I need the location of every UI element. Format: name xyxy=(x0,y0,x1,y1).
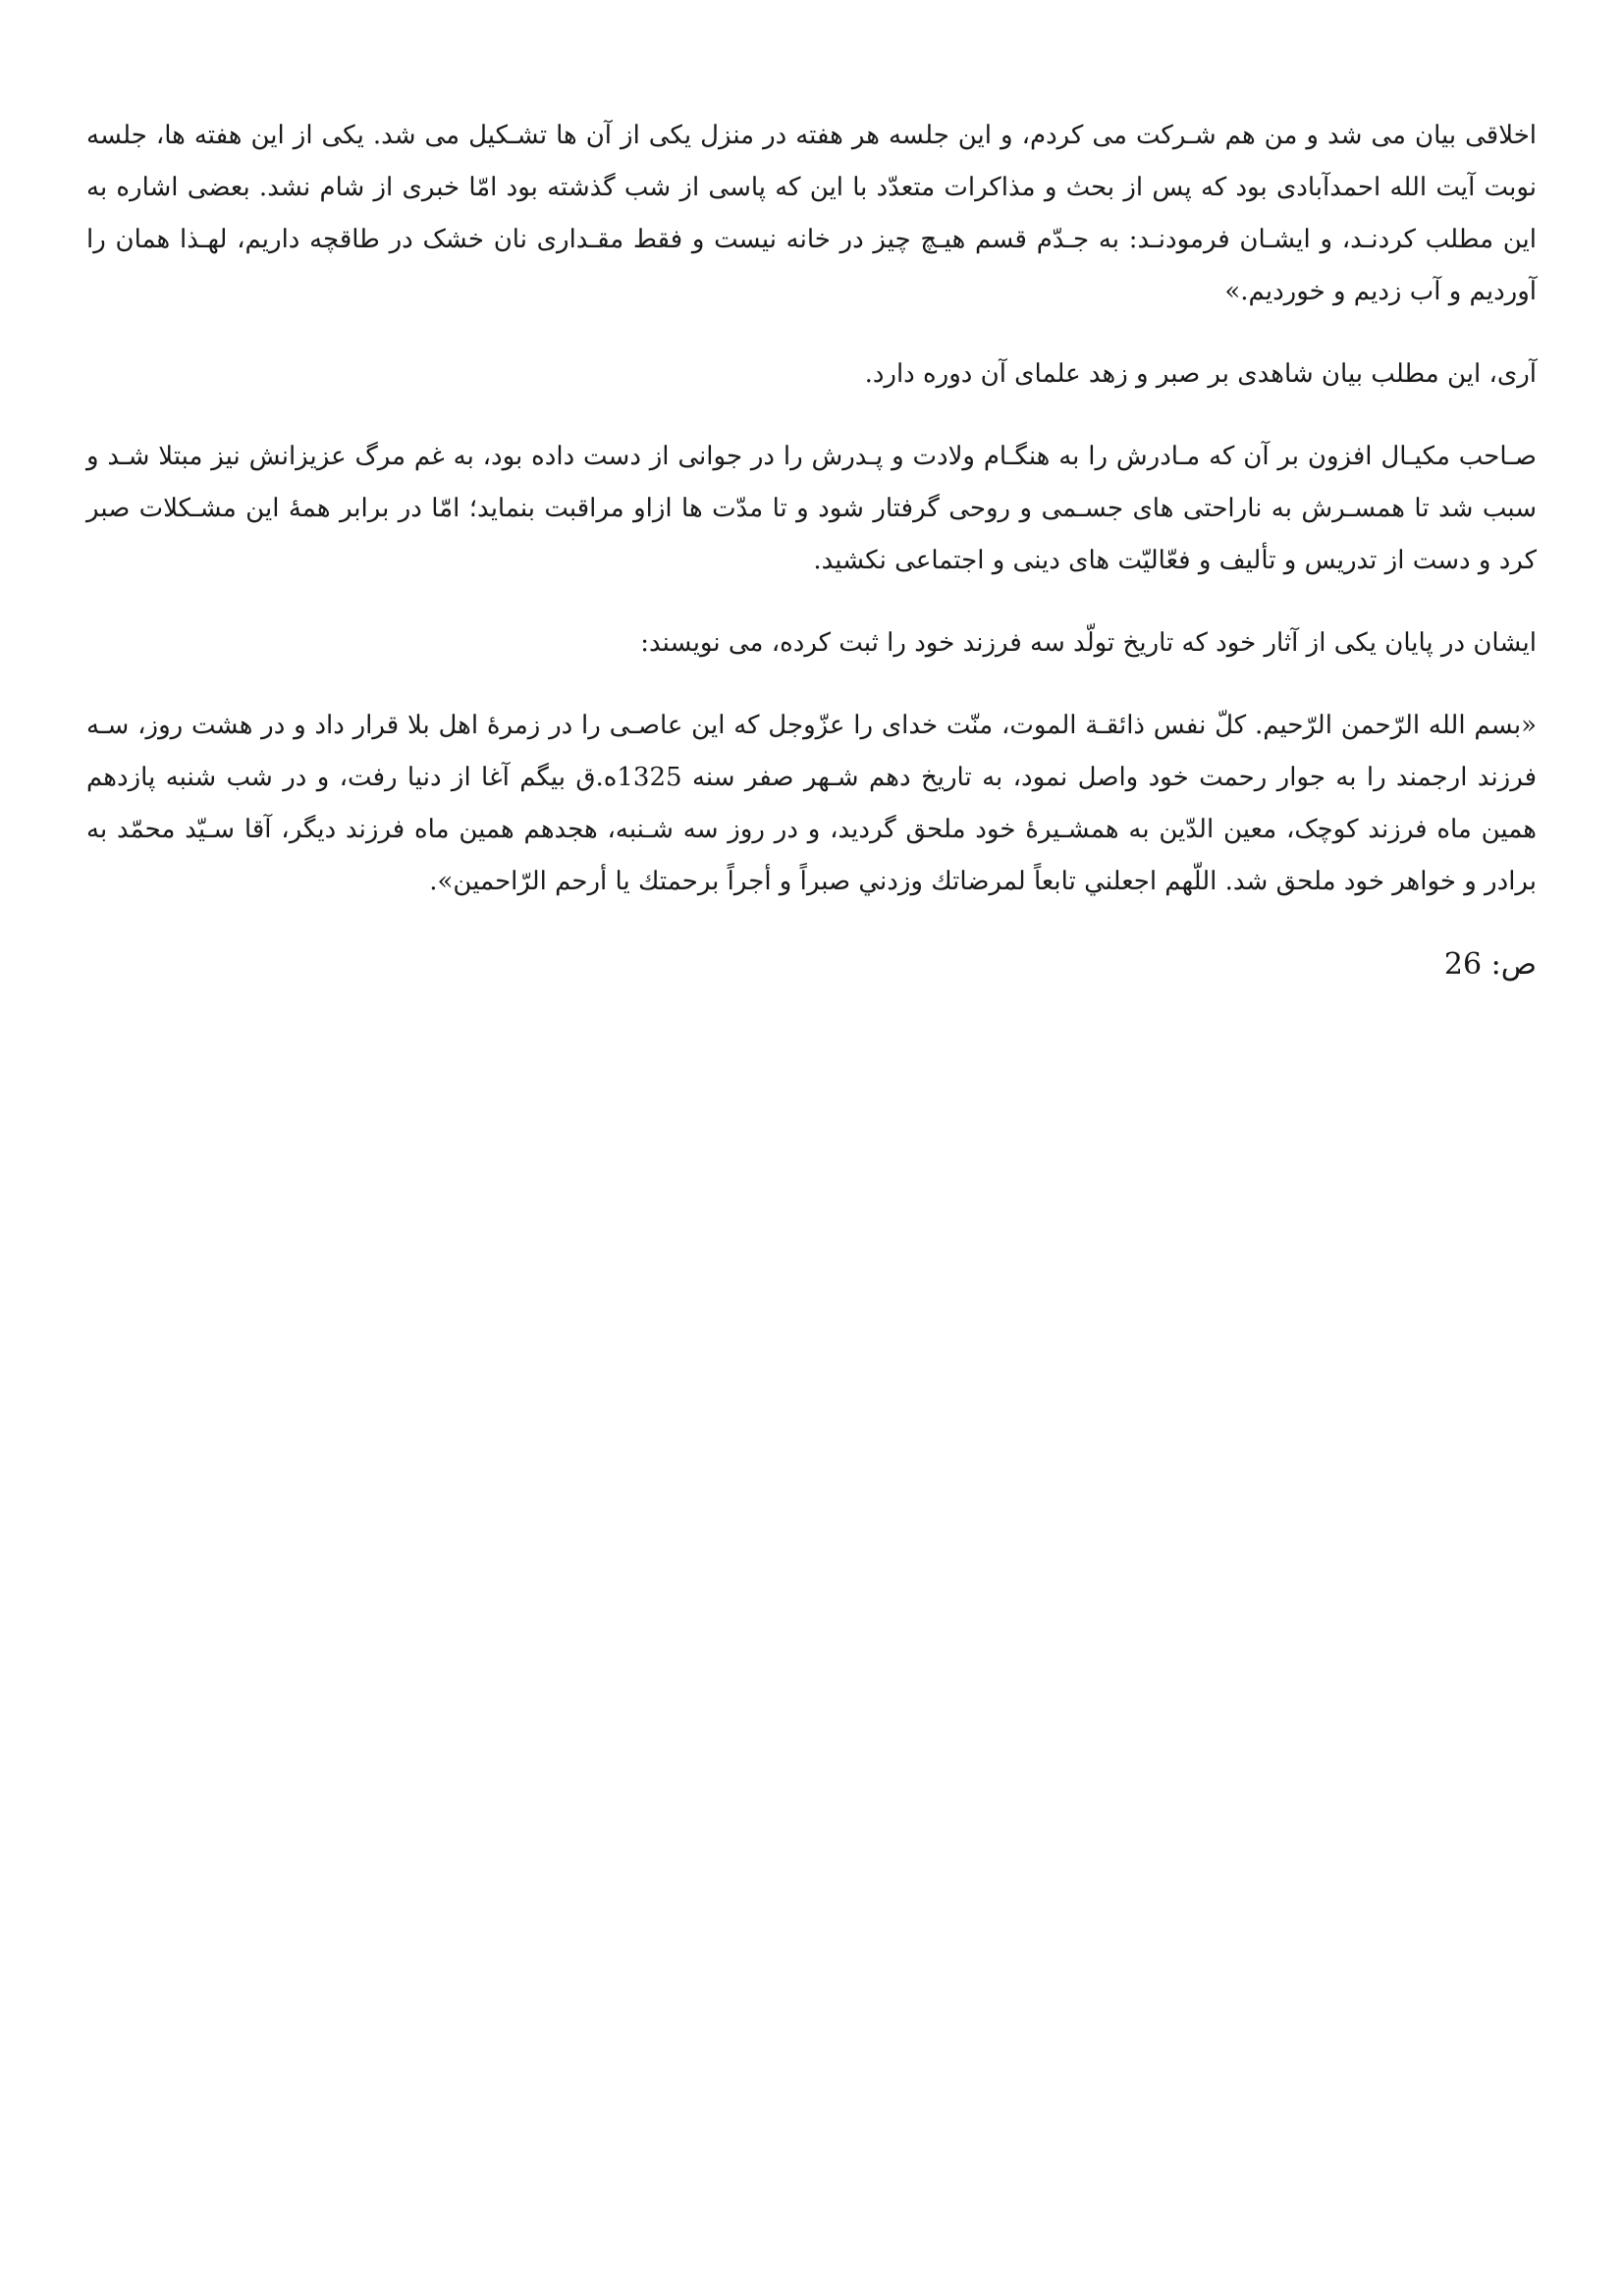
paragraph-2: آری، این مطلب بیان شاهدی بر صبر و زهد علمای آن دوره دارد. xyxy=(864,359,1537,389)
paragraph-3: صـاحب مکیـال افزون بر آن که مـادرش را به هنگـام ولادت و پـدرش را در جوانی از دست داده بود، به غم مرگ عزیزانش نیز مبتلا شـد و سبب شد تا همسـرش به ناراحتی های جسـمی و روحی گرفتار شود و تا مدّت ها ازاو مراقبت بنماید؛ امّا در برابر همهٔ این مشـکلات صبر کرد و دست از تدریس و تألیف و فعّالیّت های دینی و اجتماعی نکشید. xyxy=(86,442,1537,575)
page-number: ص: 26 xyxy=(1443,947,1537,982)
paragraph-4: ایشان در پایان یکی از آثار خود که تاریخ تولّد سه فرزند خود را ثبت کرده، می نویسند: xyxy=(640,628,1537,658)
document-page xyxy=(86,110,1537,990)
paragraph-1: اخلاقی بیان می شد و من هم شـرکت می کردم، و این جلسه هر هفته در منزل یکی از آن ها تشـکیل می شد. یکی از این هفته ها، جلسه نوبت آیت الله احمدآبادی بود که پس از بحث و مذاکرات متعدّد با این که پاسی از شب گذشته بود امّا خبری از شام نشد. بعضی اشاره به این مطلب کردنـد، و ایشـان فرمودنـد: به جـدّم قسم هیـچ چیز در خانه نیست و فقط مقـداری نان خشک در طاقچه داریم، لهـذا همان را آوردیم و آب زدیم و خوردیم.» xyxy=(86,121,1537,306)
paragraph-5-quote: «بسم الله الرّحمن الرّحیم. کلّ نفس ذائقـة الموت، منّت خدای را عزّوجل که این عاصـی را در زمرهٔ اهل بلا قرار داد و در هشت روز، سـه فرزند ارجمند را به جوار رحمت خود واصل نمود، به تاریخ دهم شـهر صفر سنه 1325ه.ق بیگم آغا از دنیا رفت، و در شب شنبه پازدهم همین ماه فرزند کوچک، معین الدّین به همشـیرهٔ خود ملحق گردید، و در روز سه شـنبه، هجدهم همین ماه فرزند دیگر، آقا سـیّد محمّد به برادر و خواهر خود ملحق شد. اللّهم اجعلني تابعاً لمرضاتك وزدني صبراً و أجراً برحمتك يا أرحم الرّاحمين». xyxy=(86,711,1538,896)
